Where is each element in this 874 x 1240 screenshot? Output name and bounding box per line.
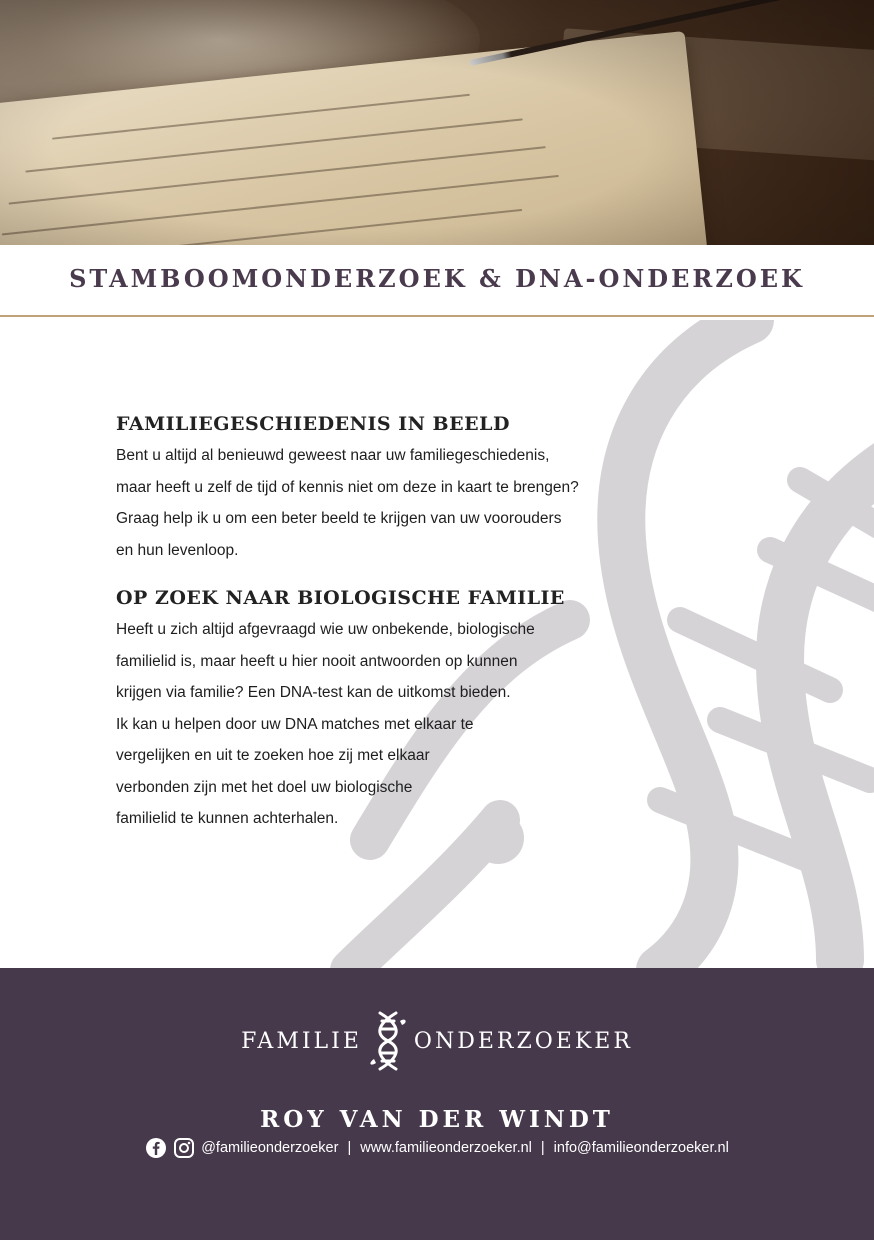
dna-helix-icon [366,1011,410,1071]
facebook-icon[interactable] [145,1137,167,1159]
instagram-icon[interactable] [173,1137,195,1159]
brand-logo [0,1010,874,1072]
hero-vignette [0,0,874,245]
section-family-history [116,410,616,566]
section-body: Heeft u zich altijd afgevraagd wie uw onbekende, biologische familielid is, maar heeft u hier nooit antwoorden op kunnen krijgen via familie? Een DNA-test kan de uitkomst bieden. Ik kan u helpen door uw DNA matches met elkaar te vergelijken en uit te zoeken hoe zij met elkaar verbonden zijn met het doel uw biologische familielid te kunnen achterhalen. [116,621,535,827]
section-heading: FAMILIEGESCHIEDENIS IN BEELD [116,413,510,435]
website-link[interactable]: www.familieonderzoeker.nl [360,1140,532,1156]
social-handle[interactable]: @familieonderzoeker [201,1140,339,1156]
logo-word-left: FAMILIE [241,1028,362,1054]
section-biological-family [116,584,616,835]
contact-row [0,1136,874,1160]
hero-photo [0,0,874,245]
section-heading: OP ZOEK NAAR BIOLOGISCHE FAMILIE [116,587,565,609]
logo-word-right: ONDERZOEKER [413,1028,633,1054]
separator: | [540,1140,545,1156]
person-name: ROY VAN DER WINDT [260,1106,614,1133]
separator: | [347,1140,352,1156]
page-title: STAMBOOMONDERZOEK & DNA-ONDERZOEK [69,264,805,293]
content-area [116,410,616,835]
email-link[interactable]: info@familieonderzoeker.nl [553,1140,729,1156]
section-body: Bent u altijd al benieuwd geweest naar uw familiegeschiedenis, maar heeft u zelf de tijd of kennis niet om deze in kaart te brengen? Graag help ik u om een beter beeld te krijgen van uw voorouders en hun levenloop. [116,447,579,559]
footer [0,968,874,1240]
